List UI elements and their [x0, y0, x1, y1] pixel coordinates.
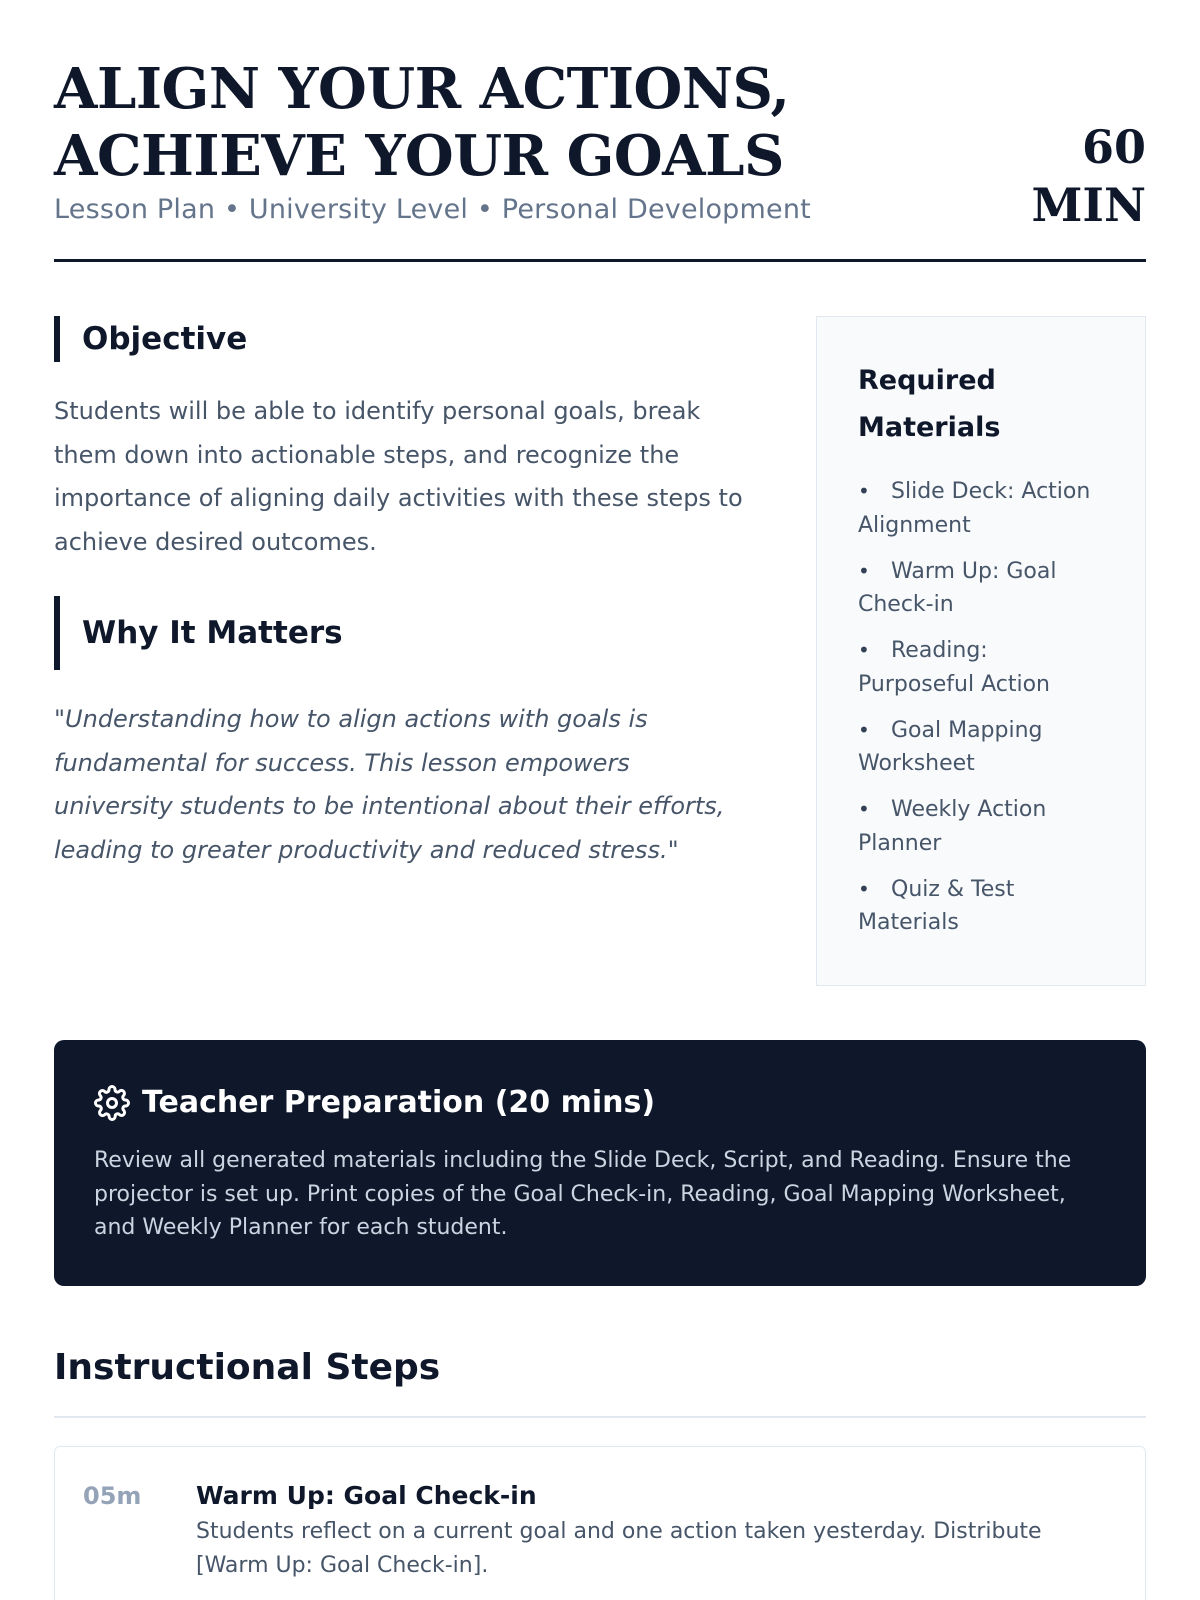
objective-heading: Objective — [54, 316, 754, 362]
instructional-steps-heading: Instructional Steps — [54, 1342, 1146, 1418]
duration-value: 60 — [1081, 120, 1146, 174]
page-subtitle: Lesson Plan • University Level • Personal Development — [54, 194, 811, 225]
bullet-icon: • — [858, 558, 870, 583]
bullet-icon: • — [858, 479, 870, 503]
list-item — [858, 714, 1105, 781]
list-item — [858, 873, 1105, 940]
material-label: Warm Up: Goal Check-in — [858, 558, 1057, 617]
bullet-icon: • — [858, 638, 870, 662]
page-title: ALIGN YOUR ACTIONS, ACHIEVE YOUR GOALS — [54, 56, 790, 189]
list-item — [858, 555, 1105, 622]
header — [54, 0, 1146, 262]
teacher-preparation-heading — [94, 1080, 1106, 1126]
required-materials-panel — [816, 316, 1146, 986]
teacher-preparation-title: Teacher Preparation (20 mins) — [142, 1085, 656, 1120]
materials-list — [858, 475, 1105, 940]
why-it-matters-heading: Why It Matters — [54, 596, 754, 670]
duration-unit: MIN — [1031, 178, 1146, 232]
why-it-matters-block — [54, 596, 754, 872]
step-body — [196, 1479, 1117, 1600]
objective-text: Students will be able to identify personal goals, break them down into actionable steps, and recognize the importance of aligning daily activities with these steps to achieve desired outcomes. — [54, 397, 743, 556]
step-description: Students reflect on a current goal and one action taken yesterday. Distribute [Warm Up: Goal Check-in]. — [196, 1519, 1042, 1578]
why-it-matters-quote: "Understanding how to align actions with goals is fundamental for success. This lesson empowers university students to be intentional about their efforts, leading to greater productivity and reduced stress." — [54, 705, 725, 864]
step-title: Warm Up: Goal Check-in — [196, 1481, 537, 1510]
step-card — [54, 1446, 1146, 1600]
material-label: Weekly Action Planner — [858, 797, 1047, 856]
material-label: Reading: Purposeful Action — [858, 638, 1050, 697]
overview-left-column — [54, 316, 754, 872]
teacher-preparation-card — [54, 1040, 1146, 1286]
teacher-preparation-text: Review all generated materials including the Slide Deck, Script, and Reading. Ensure the projector is set up. Print copies of the Goal Check-in, Reading, Goal Mapping Worksheet, and Weekly Planner for each student. — [94, 1148, 1072, 1240]
gear-icon — [94, 1085, 130, 1121]
bullet-icon: • — [858, 876, 870, 901]
material-label: Quiz & Test Materials — [858, 876, 1015, 935]
list-item — [858, 793, 1105, 860]
step-duration: 05m — [83, 1482, 142, 1510]
material-label: Slide Deck: Action Alignment — [858, 479, 1091, 538]
list-item — [858, 475, 1105, 542]
duration-badge — [1032, 118, 1146, 234]
material-label: Goal Mapping Worksheet — [858, 717, 1043, 776]
bullet-icon: • — [858, 797, 870, 821]
list-item — [858, 634, 1105, 701]
bullet-icon: • — [858, 717, 870, 742]
materials-title: Required Materials — [858, 365, 1001, 443]
overview-section — [54, 316, 1146, 986]
